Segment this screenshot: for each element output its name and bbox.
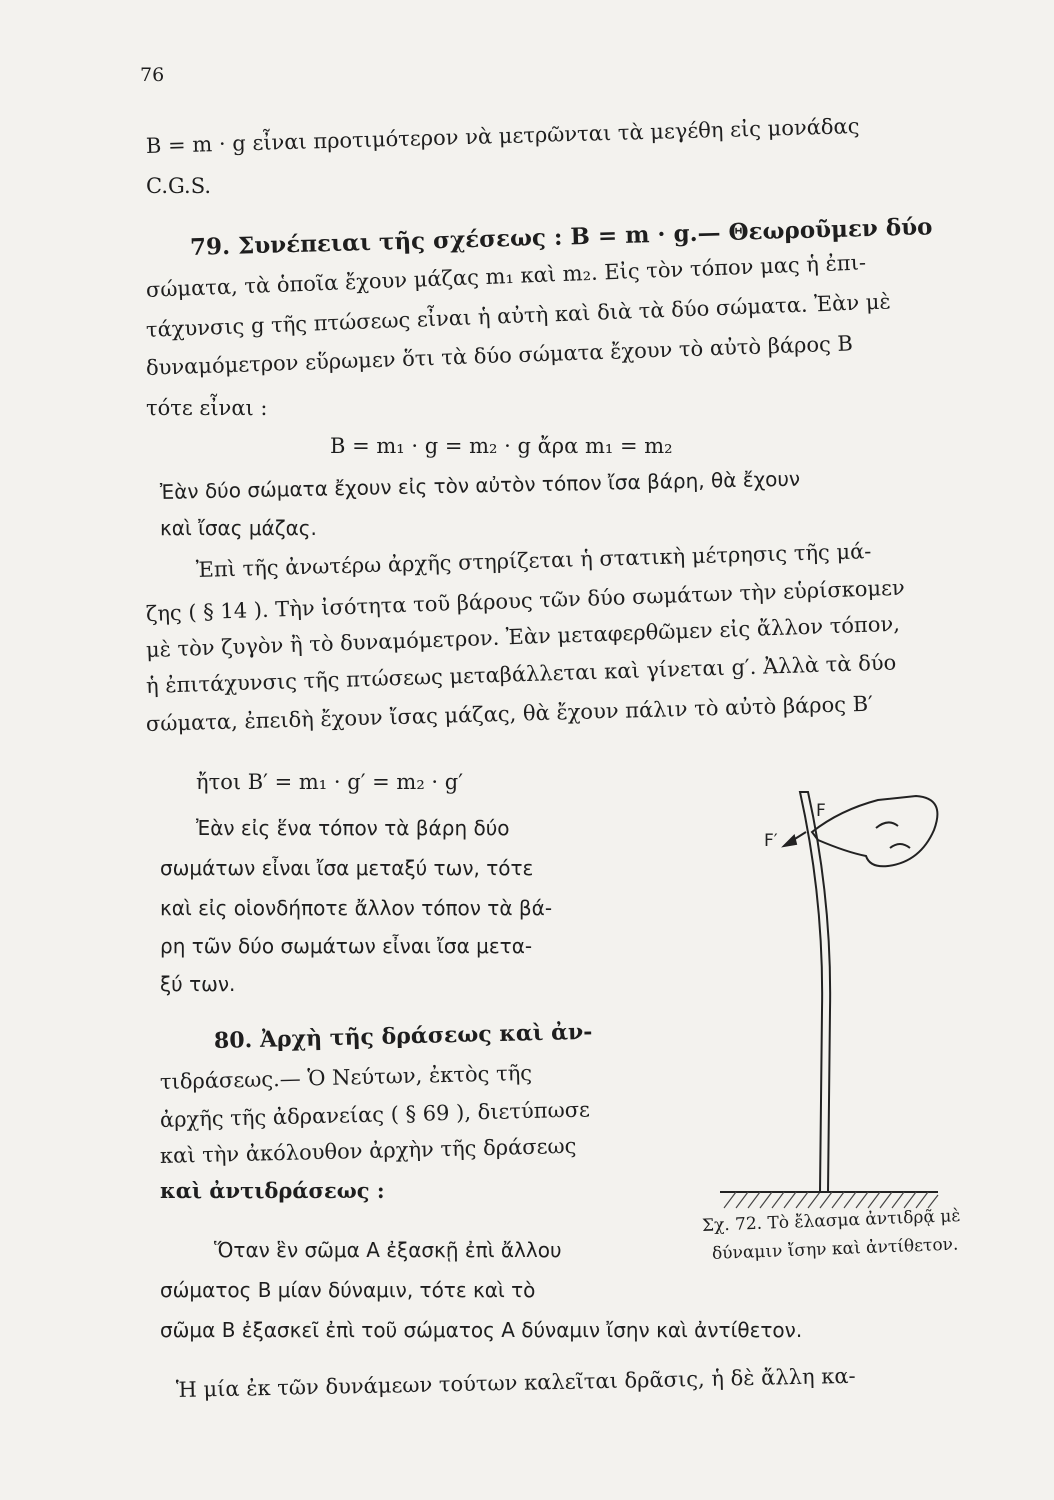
force-arrows <box>784 832 806 846</box>
text-line-18: σωμάτων εἶναι ἴσα μεταξύ των, τότε <box>160 856 534 880</box>
text-line-21: ξύ των. <box>160 972 236 996</box>
figure-caption-line-2: δύναμιν ἴσην καὶ ἀντίθετον. <box>711 1234 959 1264</box>
force-label-f: F <box>816 801 826 821</box>
text-line-25: καὶ τὴν ἀκόλουθον ἀρχὴν τῆς δράσεως <box>159 1133 577 1168</box>
text-line-11: Ἐπὶ τῆς ἀνωτέρω ἀρχῆς στηρίζεται ἡ στατικὴ μέτρησις τῆς μά- <box>195 539 872 582</box>
text-line-6: δυναμόμετρον εὕρωμεν ὅτι τὰ δύο σώματα ἔχουν τὸ αὐτὸ βάρος B <box>145 331 854 380</box>
finger-icon <box>812 796 937 866</box>
text-line-9: Ἐὰν δύο σώματα ἔχουν εἰς τὸν αὐτὸν τόπον ἴσα βάρη, θὰ ἔχουν <box>159 466 801 504</box>
elastic-strip <box>800 792 830 1192</box>
text-line-20: ρη τῶν δύο σωμάτων εἶναι ἴσα μετα- <box>160 934 533 958</box>
text-line-2: C.G.S. <box>146 174 212 198</box>
equation-1: B = m₁ · g = m₂ · g ἄρα m₁ = m₂ <box>330 434 673 458</box>
text-line-4: σώματα, τὰ ὁποῖα ἔχουν μάζας m₁ καὶ m₂. Εἰς τὸν τόπον μας ἡ ἐπι- <box>145 250 867 302</box>
text-line-17: Ἐὰν εἰς ἕνα τόπον τὰ βάρη δύο <box>196 816 510 840</box>
ground-plate <box>720 1192 938 1208</box>
text-line-24: ἀρχῆς τῆς ἀδρανείας ( § 69 ), διετύπωσε <box>159 1097 591 1132</box>
section-80-heading: 80. Ἀρχὴ τῆς δράσεως καὶ ἀν- <box>213 1018 593 1054</box>
section-79-heading: 79. Συνέπειαι τῆς σχέσεως : B = m · g.— Θεωροῦμεν δύο <box>189 213 933 261</box>
figure-caption-line-1: Σχ. 72. Τὸ ἔλασμα ἀντιδρᾷ μὲ <box>701 1206 961 1236</box>
text-line-27: Ὅταν ἓν σῶμα A ἐξασκῇ ἐπὶ ἄλλου <box>214 1238 562 1262</box>
text-line-26: καὶ ἀντιδράσεως : <box>160 1178 385 1203</box>
text-line-23: τιδράσεως.— Ὁ Νεύτων, ἐκτὸς τῆς <box>159 1060 533 1094</box>
text-line-10: καὶ ἴσας μάζας. <box>160 516 317 540</box>
text-line-19: καὶ εἰς οἱονδήποτε ἄλλον τόπον τὰ βά- <box>160 896 553 920</box>
page-number: 76 <box>140 64 165 86</box>
force-label-f-prime: F′ <box>764 831 778 851</box>
text-line-29: σῶμα B ἐξασκεῖ ἐπὶ τοῦ σώματος A δύναμιν ἴσην καὶ ἀντίθετον. <box>160 1318 803 1342</box>
text-line-14: ἡ ἐπιτάχυνσις τῆς πτώσεως μεταβάλλεται καὶ γίνεται g′. Ἀλλὰ τὰ δύο <box>145 650 897 698</box>
figure-72 <box>720 770 980 1210</box>
text-line-30: Ἡ μία ἐκ τῶν δυνάμεων τούτων καλεῖται δρᾶσις, ἡ δὲ ἄλλη κα- <box>175 1363 856 1402</box>
text-line-15: σώματα, ἐπειδὴ ἔχουν ἴσας μάζας, θὰ ἔχουν πάλιν τὸ αὐτὸ βάρος B′ <box>145 691 874 736</box>
text-line-13: μὲ τὸν ζυγὸν ἢ τὸ δυναμόμετρον. Ἐὰν μεταφερθῶμεν εἰς ἄλλον τόπον, <box>145 611 901 662</box>
text-line-7: τότε εἶναι : <box>146 396 268 420</box>
text-line-28: σώματος B μίαν δύναμιν, τότε καὶ τὸ <box>160 1278 536 1302</box>
equation-2: ἤτοι B′ = m₁ · g′ = m₂ · g′ <box>196 770 463 794</box>
text-line-1: B = m · g εἶναι προτιμότερον νὰ μετρῶνται τὰ μεγέθη εἰς μονάδας <box>145 114 860 158</box>
text-line-5: τάχυνσις g τῆς πτώσεως εἶναι ἡ αὐτὴ καὶ διὰ τὰ δύο σώματα. Ἐὰν μὲ <box>145 289 892 342</box>
text-line-12: ζης ( § 14 ). Τὴν ἰσότητα τοῦ βάρους τῶν δύο σωμάτων τὴν εὑρίσκομεν <box>145 575 906 626</box>
